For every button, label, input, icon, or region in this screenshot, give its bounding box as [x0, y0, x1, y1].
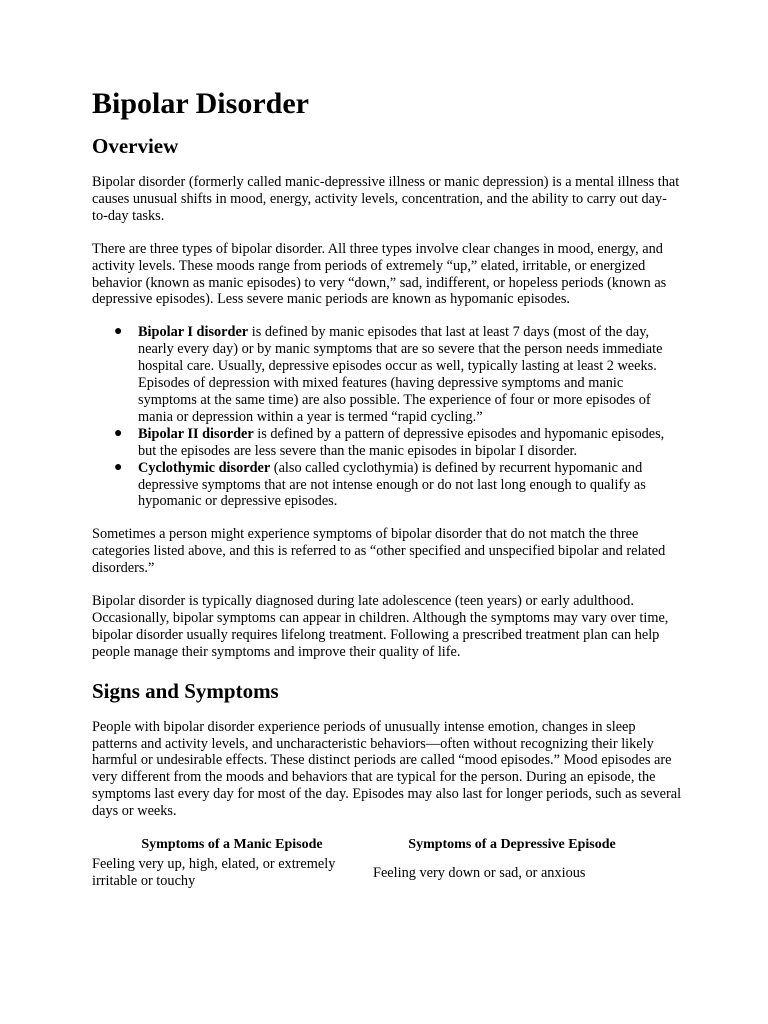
cell-manic: Feeling very up, high, elated, or extremely irritable or touchy	[92, 856, 336, 890]
document-title: Bipolar Disorder	[92, 87, 309, 120]
list-item-bipolar-i	[114, 324, 682, 425]
header-manic: Symptoms of a Manic Episode	[141, 837, 323, 853]
term-bipolar-i: Bipolar I disorder	[138, 324, 249, 341]
document-page	[92, 84, 682, 890]
overview-paragraph-3: Sometimes a person might experience symptoms of bipolar disorder that do not match the three categories listed above, and this is referred to as “other specified and unspecified bipolar and related disorders.”	[92, 526, 666, 577]
list-item-bipolar-ii	[114, 425, 682, 460]
list-item-cyclothymic	[114, 459, 682, 511]
overview-heading: Overview	[92, 134, 179, 158]
signs-paragraph-1: People with bipolar disorder experience periods of unusually intense emotion, changes in sleep patterns and activity levels, and uncharacteristic behaviors—often without recognizing their likely harmful or undesirable effects. These distinct periods are called “mood episodes.” Mood episodes are very different from the moods and behaviors that are typical for the person. During an episode, the symptoms last every day for most of the day. Episodes may also last for longer periods, such as several days or weeks.	[92, 718, 682, 820]
bullet-icon: ●	[114, 459, 123, 475]
definition-bipolar-ii: is defined by a pattern of depressive episodes and hypomanic episodes, but the episodes are less severe than the manic episodes in bipolar I disorder.	[138, 425, 665, 459]
bullet-icon: ●	[114, 425, 123, 441]
bipolar-types-list	[92, 324, 682, 510]
table-row	[92, 856, 652, 890]
bullet-icon: ●	[114, 324, 123, 340]
definition-bipolar-i: is defined by manic episodes that last at least 7 days (most of the day, nearly every day) or by manic symptoms that are so severe that the person needs immediate hospital care. Usually, depressive episodes occur as well, typically lasting at least 2 weeks. Episodes of depression with mixed features (having depressive symptoms and manic symptoms at the same time) are also possible. The experience of four or more episodes of mania or depression within a year is termed “rapid cycling.”	[138, 324, 663, 425]
term-cyclothymic: Cyclothymic disorder	[138, 459, 271, 476]
definition-cyclothymic: (also called cyclothymia) is defined by recurrent hypomanic and depressive symptoms that are not intense enough or do not last long enough to qualify as hypomanic or depressive episodes.	[138, 459, 646, 510]
term-bipolar-ii: Bipolar II disorder	[138, 425, 254, 442]
overview-paragraph-2: There are three types of bipolar disorder. All three types involve clear changes in mood, energy, and activity levels. These moods range from periods of extremely “up,” elated, irritable, or energized behavior (known as manic episodes) to very “down,” sad, indifferent, or hopeless periods (known as depressive episodes). Less severe manic periods are known as hypomanic episodes.	[92, 240, 667, 308]
overview-paragraph-4: Bipolar disorder is typically diagnosed during late adolescence (teen years) or early adulthood. Occasionally, bipolar symptoms can appear in children. Although the symptoms may vary over time, bipolar disorder usually requires lifelong treatment. Following a prescribed treatment plan can help people manage their symptoms and improve their quality of life.	[92, 593, 669, 660]
table-header-row	[92, 836, 652, 856]
symptoms-table	[92, 836, 652, 890]
overview-paragraph-1: Bipolar disorder (formerly called manic-depressive illness or manic depression) is a mental illness that causes unusual shifts in mood, energy, activity levels, concentration, and the ability to carry out day-to-day tasks.	[92, 174, 680, 224]
header-depressive: Symptoms of a Depressive Episode	[408, 837, 616, 853]
cell-depressive: Feeling very down or sad, or anxious	[373, 864, 586, 881]
signs-heading: Signs and Symptoms	[92, 678, 279, 703]
